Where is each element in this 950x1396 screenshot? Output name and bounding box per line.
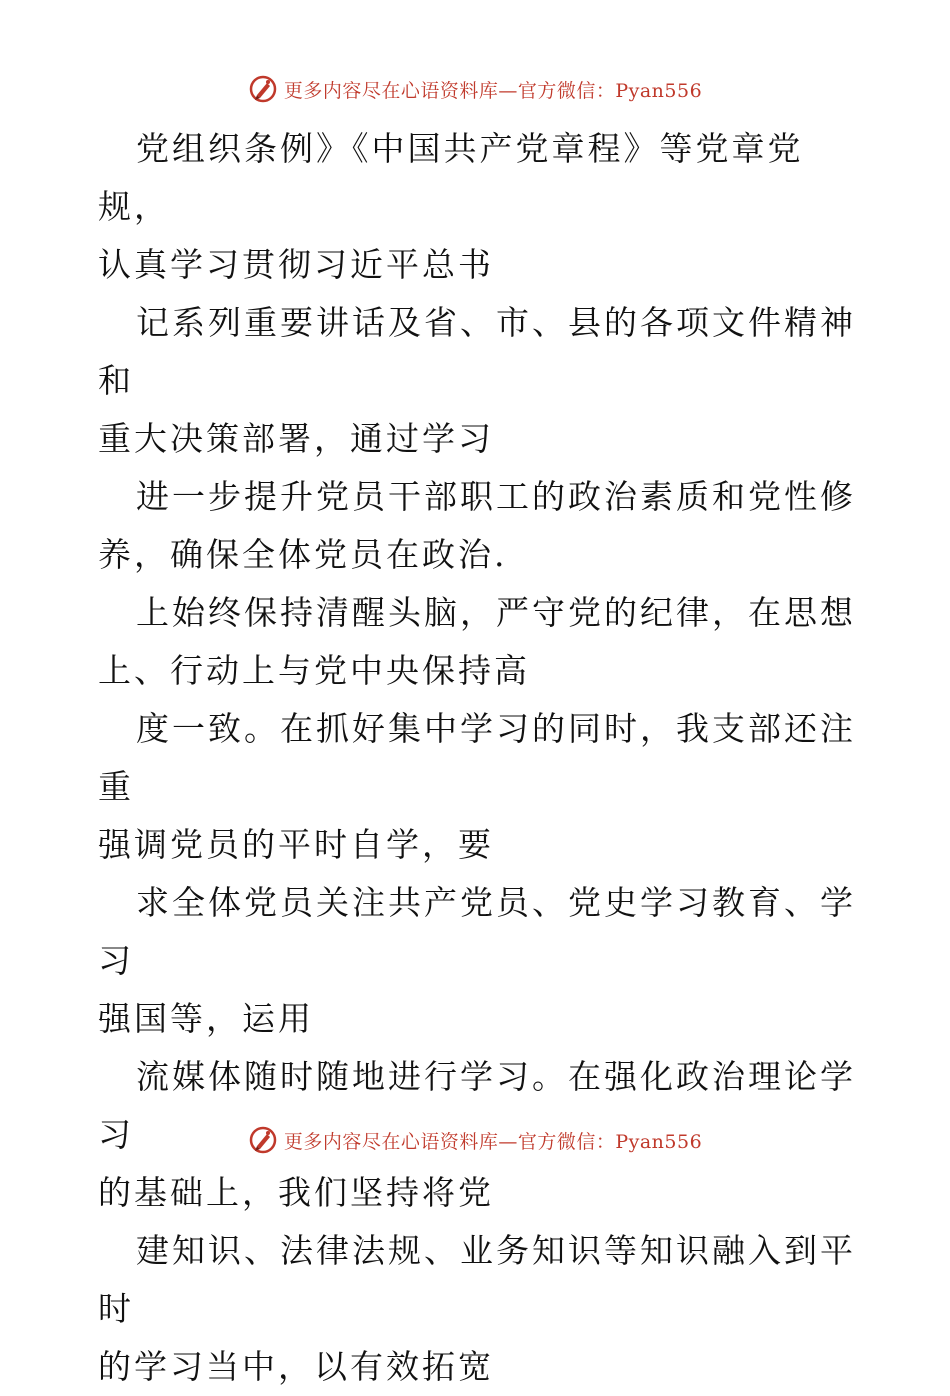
paragraph xyxy=(98,584,858,700)
paragraph-line: 建知识、法律法规、业务知识等知识融入到平时 xyxy=(98,1231,856,1328)
paragraph-line: 的基础上，我们坚持将党 xyxy=(98,1173,494,1212)
paragraph xyxy=(98,700,858,874)
paragraph-line: 强国等，运用 xyxy=(98,999,314,1038)
footer-watermark xyxy=(0,1123,950,1157)
paragraph xyxy=(98,294,858,468)
watermark-text: 更多内容尽在心语资料库—官方微信：Pyan556 xyxy=(283,79,703,102)
paragraph-line: 党组织条例》《中国共产党章程》等党章党规， xyxy=(98,129,804,226)
paragraph xyxy=(98,1222,858,1396)
watermark-text: 更多内容尽在心语资料库—官方微信：Pyan556 xyxy=(283,1130,703,1153)
paragraph-line: 流媒体随时随地进行学习。在强化政治理论学习 xyxy=(98,1057,856,1154)
paragraph-line: 记系列重要讲话及省、市、县的各项文件精神和 xyxy=(98,303,856,400)
paragraph-line: 求全体党员关注共产党员、党史学习教育、学习 xyxy=(98,883,856,980)
paragraph-line: 认真学习贯彻习近平总书 xyxy=(98,245,494,284)
paragraph-line: 度一致。在抓好集中学习的同时，我支部还注重 xyxy=(98,709,856,806)
body-text xyxy=(98,120,858,1396)
header-watermark xyxy=(0,72,950,106)
paragraph-line: 重大决策部署，通过学习 xyxy=(98,419,494,458)
paragraph-line: 强调党员的平时自学，要 xyxy=(98,825,494,864)
pen-circle-logo-icon xyxy=(248,1125,278,1155)
paragraph xyxy=(98,468,858,584)
paragraph xyxy=(98,120,858,294)
paragraph-line: 上始终保持清醒头脑，严守党的纪律，在思想 xyxy=(136,593,856,632)
paragraph-line: 的学习当中，以有效拓宽 xyxy=(98,1347,494,1386)
pen-circle-logo-icon xyxy=(248,74,278,104)
paragraph xyxy=(98,874,858,1048)
paragraph-line: 上、行动上与党中央保持高 xyxy=(98,651,530,690)
paragraph-line: 进一步提升党员干部职工的政治素质和党性修 xyxy=(136,477,856,516)
paragraph-line: 养，确保全体党员在政治. xyxy=(98,535,508,574)
